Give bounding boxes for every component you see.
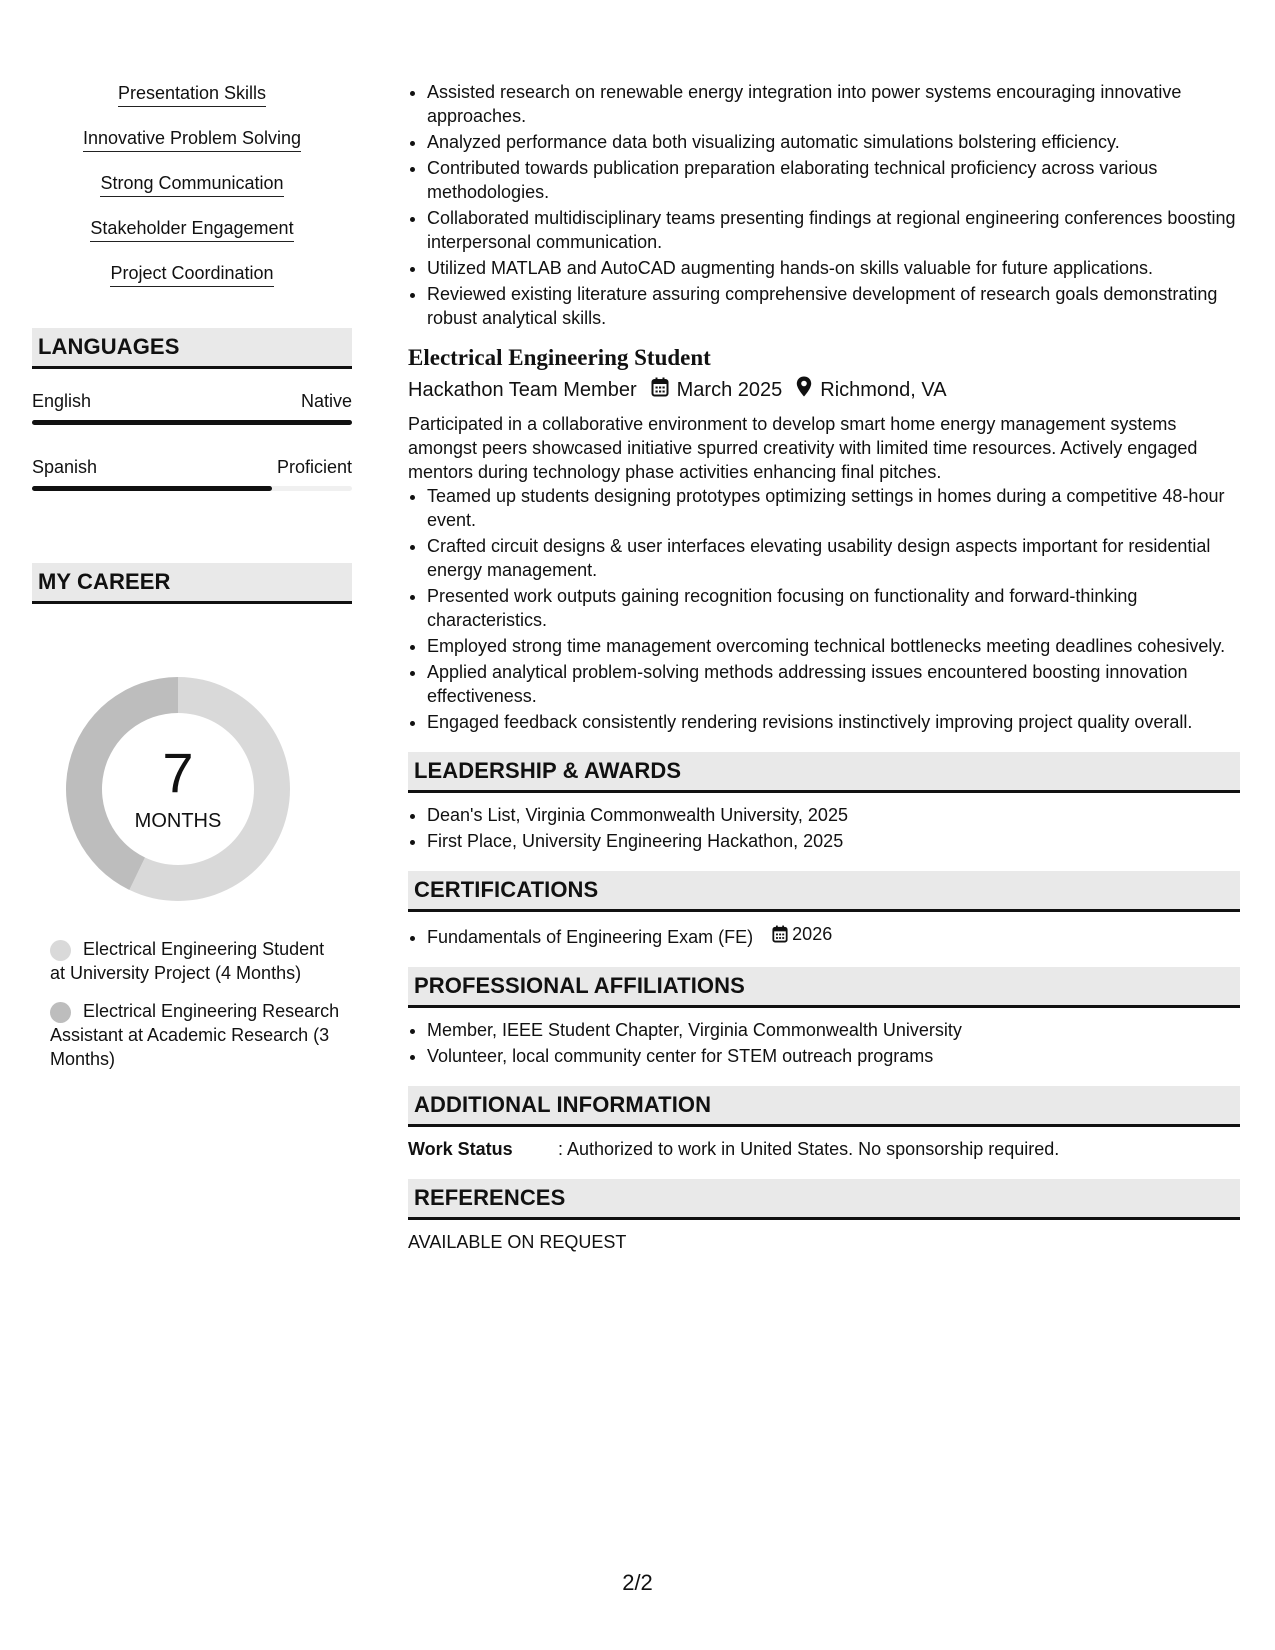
language-entry (32, 390, 352, 425)
affiliation-item: • Member, IEEE Student Chapter, Virginia Commonwealth University (427, 1018, 1240, 1042)
legend-item (50, 999, 340, 1071)
language-bar (32, 486, 352, 491)
skill-label: Innovative Problem Solving (83, 127, 301, 152)
leadership-section (408, 752, 1240, 853)
legend-item (50, 937, 340, 985)
language-level: Native (300, 391, 352, 411)
research-bullet-list (408, 80, 1240, 330)
job-meta (408, 376, 1240, 404)
legend-swatch (50, 940, 71, 961)
work-status-key: Work Status (408, 1139, 513, 1159)
page-number: 2/2 (622, 1570, 653, 1595)
skill-label: Stakeholder Engagement (90, 217, 293, 242)
bullet-item: • Crafted circuit designs & user interfaces elevating usability design aspects important for residential energy management. (427, 534, 1240, 582)
career-total-value: 7 (162, 741, 194, 804)
calendar-icon (772, 925, 788, 943)
career-total-unit: MONTHS (134, 810, 222, 832)
references-section (408, 1179, 1240, 1254)
certification-item (427, 922, 1240, 949)
bullet-item: • Engaged feedback consistently rendering revisions instinctively improving project quality overall. (427, 710, 1240, 734)
references-text: AVAILABLE ON REQUEST (408, 1232, 627, 1252)
job-date: March 2025 (676, 379, 783, 401)
bullet-item: • Reviewed existing literature assuring comprehensive development of research goals demonstrating robust analytical skills. (427, 282, 1240, 330)
legend-label: Electrical Engineering Research Assistant at Academic Research (3 Months) (50, 1001, 340, 1069)
language-bar (32, 420, 352, 425)
bullet-item: • Presented work outputs gaining recognition focusing on functionality and forward-thinking characteristics. (427, 584, 1240, 632)
legend-label: Electrical Engineering Student at University Project (4 Months) (50, 939, 325, 983)
calendar-icon (651, 377, 669, 404)
career-heading: MY CAREER (32, 563, 352, 604)
bullet-item: • Applied analytical problem-solving methods addressing issues encountered boosting innovation effectiveness. (427, 660, 1240, 708)
leadership-heading: LEADERSHIP & AWARDS (408, 752, 1240, 793)
skill-item (32, 82, 352, 127)
bullet-item: • Utilized MATLAB and AutoCAD augmenting hands-on skills valuable for future applications. (427, 256, 1240, 280)
right-column (408, 80, 1240, 1254)
certifications-list (408, 922, 1240, 949)
map-pin-icon (796, 376, 812, 404)
bullet-item: • Collaborated multidisciplinary teams presenting findings at regional engineering conferences boosting interpersonal communication. (427, 206, 1240, 254)
additional-info-section (408, 1086, 1240, 1161)
certifications-heading: CERTIFICATIONS (408, 871, 1240, 912)
job-title: Electrical Engineering Student (408, 345, 711, 370)
bullet-item: • Analyzed performance data both visualizing automatic simulations bolstering efficiency. (427, 130, 1240, 154)
bullet-item: • Contributed towards publication preparation elaborating technical proficiency across various methodologies. (427, 156, 1240, 204)
award-item: • First Place, University Engineering Hackathon, 2025 (427, 829, 1240, 853)
affiliations-list (408, 1018, 1240, 1068)
legend-swatch (50, 1002, 71, 1023)
career-legend (50, 937, 340, 1085)
job-location: Richmond, VA (820, 379, 947, 401)
job-description: Participated in a collaborative environment to develop smart home energy management systems amongst peers showcased initiative spurred creativity with limited time resources. Actively engaged mentors during technology phase activities enhancing final pitches. (408, 414, 1198, 482)
references-heading: REFERENCES (408, 1179, 1240, 1220)
skills-list (32, 82, 352, 307)
language-entry (32, 456, 352, 491)
affiliation-item: • Volunteer, local community center for STEM outreach programs (427, 1044, 1240, 1068)
language-name: English (32, 391, 92, 411)
languages-heading: LANGUAGES (32, 328, 352, 369)
certifications-section (408, 871, 1240, 949)
affiliations-section (408, 967, 1240, 1068)
bullet-item: • Assisted research on renewable energy integration into power systems encouraging innovative approaches. (427, 80, 1240, 128)
bullet-item: • Employed strong time management overcoming technical bottlenecks meeting deadlines cohesively. (427, 634, 1240, 658)
language-bar-fill (32, 420, 352, 425)
skill-label: Project Coordination (110, 262, 273, 287)
leadership-list (408, 803, 1240, 853)
award-item: • Dean's List, Virginia Commonwealth University, 2025 (427, 803, 1240, 827)
affiliations-heading: PROFESSIONAL AFFILIATIONS (408, 967, 1240, 1008)
certification-name: Fundamentals of Engineering Exam (FE) (427, 927, 754, 947)
skill-item (32, 127, 352, 172)
skill-item (32, 217, 352, 262)
skill-item (32, 172, 352, 217)
job-role: Hackathon Team Member (408, 379, 637, 401)
language-name: Spanish (32, 457, 98, 477)
additional-info-heading: ADDITIONAL INFORMATION (408, 1086, 1240, 1127)
work-status-row (408, 1137, 1240, 1161)
work-status-value: : Authorized to work in United States. No sponsorship required. (558, 1139, 1060, 1159)
language-level: Proficient (276, 457, 352, 477)
language-bar-fill (32, 486, 272, 491)
job-bullet-list (408, 484, 1240, 734)
career-donut-chart (66, 677, 290, 901)
bullet-item: • Teamed up students designing prototypes optimizing settings in homes during a competitive 48-hour event. (427, 484, 1240, 532)
skill-item (32, 262, 352, 307)
skill-label: Strong Communication (100, 172, 283, 197)
left-column (32, 82, 352, 1069)
skill-label: Presentation Skills (118, 82, 266, 107)
certification-date: 2026 (792, 924, 833, 944)
